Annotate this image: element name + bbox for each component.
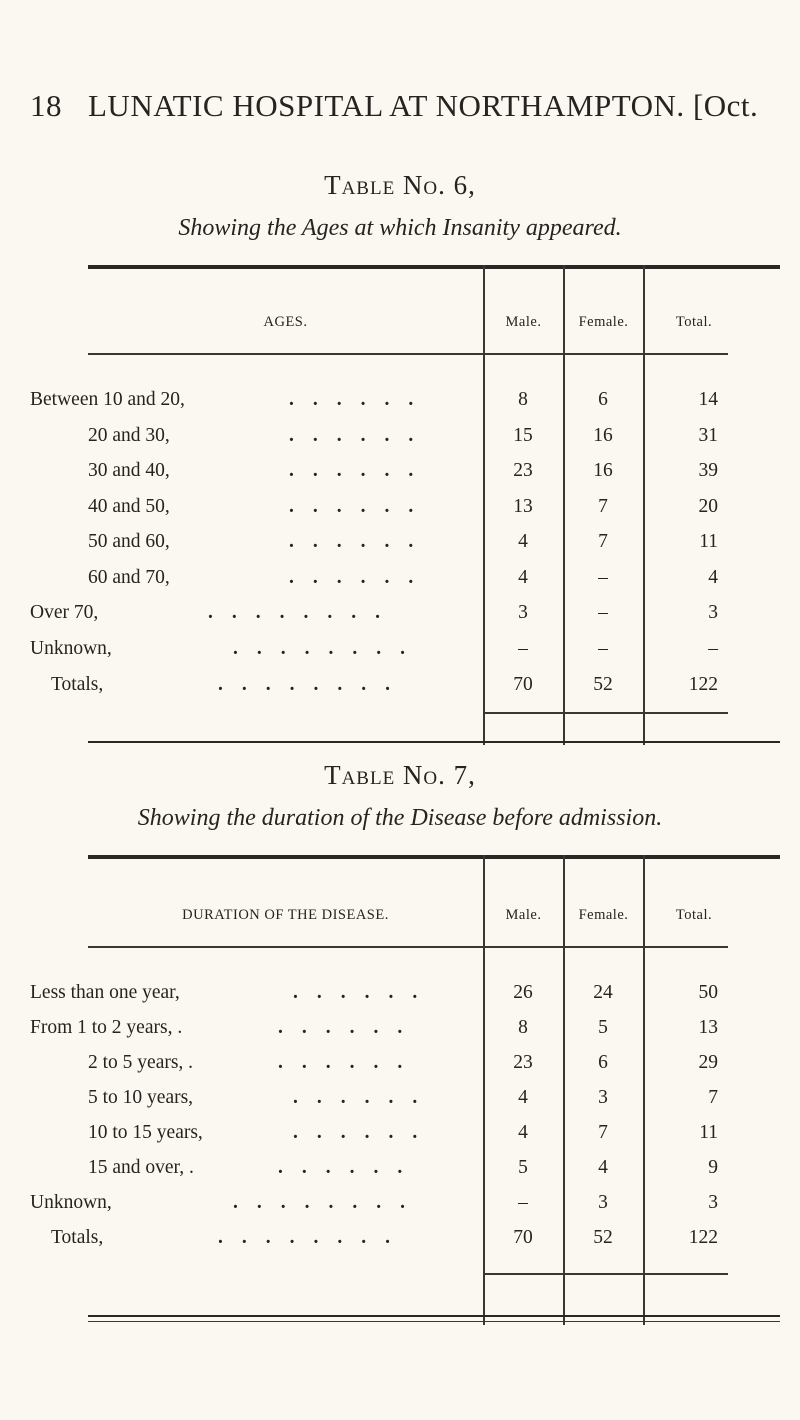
table6-subtitle: Showing the Ages at which Insanity appeared. <box>178 215 622 241</box>
cell-male: 13 <box>513 496 533 517</box>
cell-male: 23 <box>513 1052 533 1073</box>
cell-female: – <box>598 638 608 659</box>
row-label: Unknown, <box>30 1192 112 1213</box>
header-date: [Oct. <box>692 88 759 123</box>
cell-total: 3 <box>708 602 718 623</box>
row-label: Between 10 and 20, <box>30 389 185 410</box>
cell-female: 3 <box>598 1087 608 1108</box>
table6 <box>30 265 780 745</box>
dot-leader: ........ <box>218 674 409 695</box>
row-label: Less than one year, <box>30 982 180 1003</box>
cell-male: 70 <box>513 1227 533 1248</box>
cell-female: 16 <box>593 425 613 446</box>
cell-male: 5 <box>518 1157 528 1178</box>
table7-col-total: Total. <box>675 907 713 923</box>
cell-female: 6 <box>598 1052 608 1073</box>
dot-leader: ...... <box>289 425 433 446</box>
dot-leader: ...... <box>289 531 433 552</box>
table6-totals-rule <box>483 712 728 714</box>
dot-leader: ...... <box>293 982 437 1003</box>
table7-title: Table No. 7, <box>324 760 476 790</box>
cell-female: 5 <box>598 1017 608 1038</box>
table7-col-divider <box>643 855 645 1325</box>
cell-total: 31 <box>698 425 718 446</box>
table6-header-rule <box>88 353 728 355</box>
row-label: 2 to 5 years, . <box>88 1052 194 1073</box>
cell-total: 9 <box>708 1157 718 1178</box>
cell-total: – <box>708 638 718 659</box>
table6-col-female: Female. <box>578 314 629 330</box>
row-label: 50 and 60, <box>88 531 170 552</box>
row-label: 10 to 15 years, <box>88 1122 203 1143</box>
dot-leader: ...... <box>293 1122 437 1143</box>
cell-male: – <box>518 1192 528 1213</box>
page-number: 18 <box>30 88 62 123</box>
table7-subtitle: Showing the duration of the Disease before admission. <box>137 805 663 831</box>
cell-female: 7 <box>598 1122 608 1143</box>
row-label: 20 and 30, <box>88 425 170 446</box>
cell-male: 15 <box>513 425 533 446</box>
cell-total: 50 <box>698 982 718 1003</box>
cell-female: 24 <box>593 982 613 1003</box>
row-label: 5 to 10 years, <box>88 1087 194 1108</box>
table7-col-divider <box>483 855 485 1325</box>
row-label: 30 and 40, <box>88 460 170 481</box>
cell-male: 3 <box>518 602 528 623</box>
cell-total: 122 <box>688 1227 718 1248</box>
cell-female: – <box>598 567 608 588</box>
cell-male: 4 <box>518 1087 528 1108</box>
cell-total: 11 <box>699 531 718 552</box>
table6-col-total: Total. <box>675 314 713 330</box>
cell-female: 52 <box>593 1227 613 1248</box>
cell-total: 29 <box>698 1052 718 1073</box>
table7-bottom-rule <box>88 1315 780 1317</box>
dot-leader: ...... <box>278 1017 422 1038</box>
table6-top-rule <box>88 265 780 269</box>
cell-female: 16 <box>593 460 613 481</box>
table6-bottom-rule <box>88 741 780 743</box>
table6-col-divider <box>563 265 565 745</box>
cell-female: 52 <box>593 674 613 695</box>
cell-total: 122 <box>688 674 718 695</box>
dot-leader: ........ <box>218 1227 409 1248</box>
dot-leader: ...... <box>289 460 433 481</box>
table7 <box>30 855 780 1330</box>
cell-female: – <box>598 602 608 623</box>
table6-col-ages: AGES. <box>263 314 308 330</box>
table7-header-rule <box>88 946 728 948</box>
running-header <box>30 88 775 124</box>
cell-total: 7 <box>708 1087 718 1108</box>
running-title: LUNATIC HOSPITAL AT NORTHAMPTON. <box>88 88 685 123</box>
cell-male: 4 <box>518 531 528 552</box>
dot-leader: ...... <box>278 1157 422 1178</box>
cell-female: 7 <box>598 531 608 552</box>
table6-col-divider <box>483 265 485 745</box>
cell-total: 39 <box>698 460 718 481</box>
row-label: From 1 to 2 years, . <box>30 1017 183 1038</box>
cell-total: 11 <box>699 1122 718 1143</box>
cell-total: 4 <box>708 567 718 588</box>
table7-totals-rule <box>483 1273 728 1275</box>
cell-male: – <box>518 638 528 659</box>
table7-top-rule <box>88 855 780 859</box>
cell-male: 8 <box>518 1017 528 1038</box>
cell-total: 13 <box>698 1017 718 1038</box>
cell-male: 4 <box>518 1122 528 1143</box>
cell-female: 7 <box>598 496 608 517</box>
dot-leader: ...... <box>289 496 433 517</box>
dot-leader: ........ <box>208 602 399 623</box>
cell-male: 23 <box>513 460 533 481</box>
cell-female: 4 <box>598 1157 608 1178</box>
table6-col-male: Male. <box>505 314 542 330</box>
cell-total: 20 <box>698 496 718 517</box>
row-label: 40 and 50, <box>88 496 170 517</box>
row-label: 15 and over, . <box>88 1157 194 1178</box>
row-label: Totals, <box>51 1227 104 1248</box>
dot-leader: ...... <box>278 1052 422 1073</box>
cell-male: 70 <box>513 674 533 695</box>
dot-leader: ...... <box>289 389 433 410</box>
cell-total: 3 <box>708 1192 718 1213</box>
table6-title: Table No. 6, <box>324 170 476 200</box>
cell-female: 6 <box>598 389 608 410</box>
row-label: Over 70, <box>30 602 99 623</box>
table7-col-duration: DURATION OF THE DISEASE. <box>182 907 389 923</box>
row-label: 60 and 70, <box>88 567 170 588</box>
table7-col-male: Male. <box>505 907 542 923</box>
dot-leader: ........ <box>233 1192 424 1213</box>
row-label: Unknown, <box>30 638 112 659</box>
cell-male: 26 <box>513 982 533 1003</box>
dot-leader: ........ <box>233 638 424 659</box>
table6-col-divider <box>643 265 645 745</box>
cell-male: 8 <box>518 389 528 410</box>
cell-male: 4 <box>518 567 528 588</box>
dot-leader: ...... <box>289 567 433 588</box>
row-label: Totals, <box>51 674 104 695</box>
table7-col-female: Female. <box>578 907 629 923</box>
cell-female: 3 <box>598 1192 608 1213</box>
table7-col-divider <box>563 855 565 1325</box>
cell-total: 14 <box>698 389 718 410</box>
dot-leader: ...... <box>293 1087 437 1108</box>
table7-bottom-rule-thin <box>88 1321 780 1322</box>
